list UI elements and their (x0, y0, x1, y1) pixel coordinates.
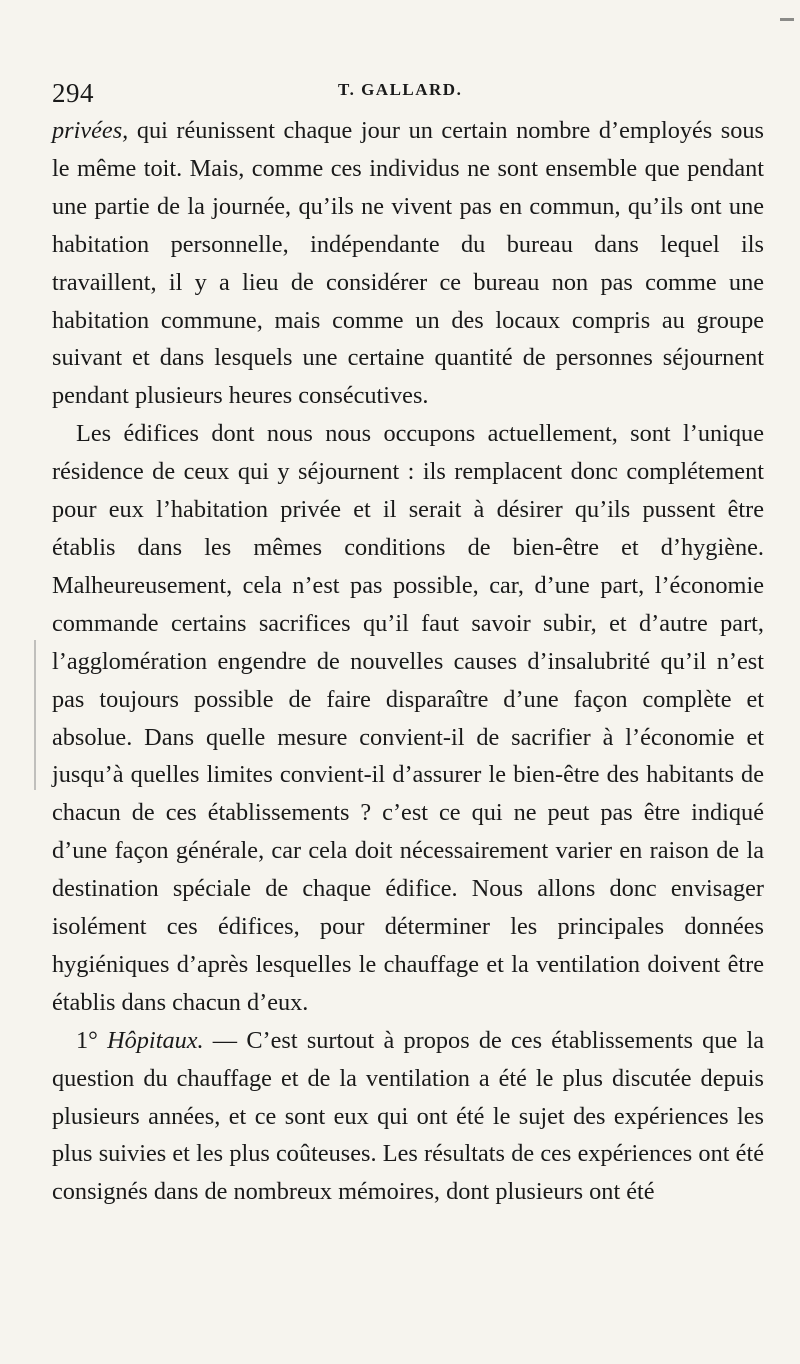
running-head: T. GALLARD. (338, 80, 463, 99)
paragraph-2 (52, 415, 764, 1022)
paragraph-2-text: Les édifices dont nous nous occupons actuellement, sont l’unique résidence de ceux qui y séjournent : ils remplacent donc complétement pour eux l’habitation privée et il serait à désirer qu’ils pussent être établis dans les mêmes conditions de bien-être et d’hygiène. Malheureusement, cela n’est pas possible, car, d’une part, l’économie commande certains sacrifices qu’il faut savoir subir, et d’autre part, l’agglomération engendre de nouvelles causes d’insalubrité qu’il n’est pas toujours possible de faire disparaître d’une façon complète et absolue. Dans quelle mesure convient-il de sacrifier à l’économie et jusqu’à quelles limites convient-il d’assurer le bien-être des habitants de chacun de ces établissements ? c’est ce qui ne peut pas être indiqué d’une façon générale, car cela doit nécessairement varier en raison de la destination spéciale de chaque édifice. Nous allons donc envisager isolément ces édifices, pour déterminer les principales données hygiéniques d’après lesquelles le chauffage et la ventilation doivent être établis dans chacun d’eux. (52, 420, 764, 1016)
book-page (52, 70, 764, 1360)
margin-mark (34, 640, 36, 790)
paragraph-3 (52, 1022, 764, 1212)
section-title: Hôpitaux. (107, 1026, 204, 1054)
page-body (52, 112, 764, 1211)
paragraph-1 (52, 112, 764, 415)
paragraph-1-lead: privées, (52, 117, 129, 144)
paragraph-1-text: qui réunissent chaque jour un certain nombre d’employés sous le même toit. Mais, comme ces individus ne sont ensemble que pendant une partie de la journée, qu’ils ne vivent pas en commun, qu’ils ont une habitation personnelle, indépendante du bureau dans lequel ils travaillent, il y a lieu de considérer ce bureau non pas comme une habitation commune, mais comme un des locaux compris au groupe suivant et dans lesquels une certaine quantité de personnes séjournent pendant plusieurs heures consécutives. (52, 117, 764, 410)
page-header (52, 70, 764, 108)
section-number: 1° (76, 1026, 98, 1054)
page-number: 294 (52, 78, 94, 108)
paragraph-3-text: — C’est surtout à propos de ces établissements que la question du chauffage et de la ventilation a été le plus discutée depuis plusieurs années, et ce sont eux qui ont été le sujet des expériences les plus suivies et les plus coûteuses. Les résultats de ces expériences ont été consignés dans de nombreux mémoires, dont plusieurs ont été (52, 1026, 765, 1206)
page-edge-mark (780, 18, 794, 21)
